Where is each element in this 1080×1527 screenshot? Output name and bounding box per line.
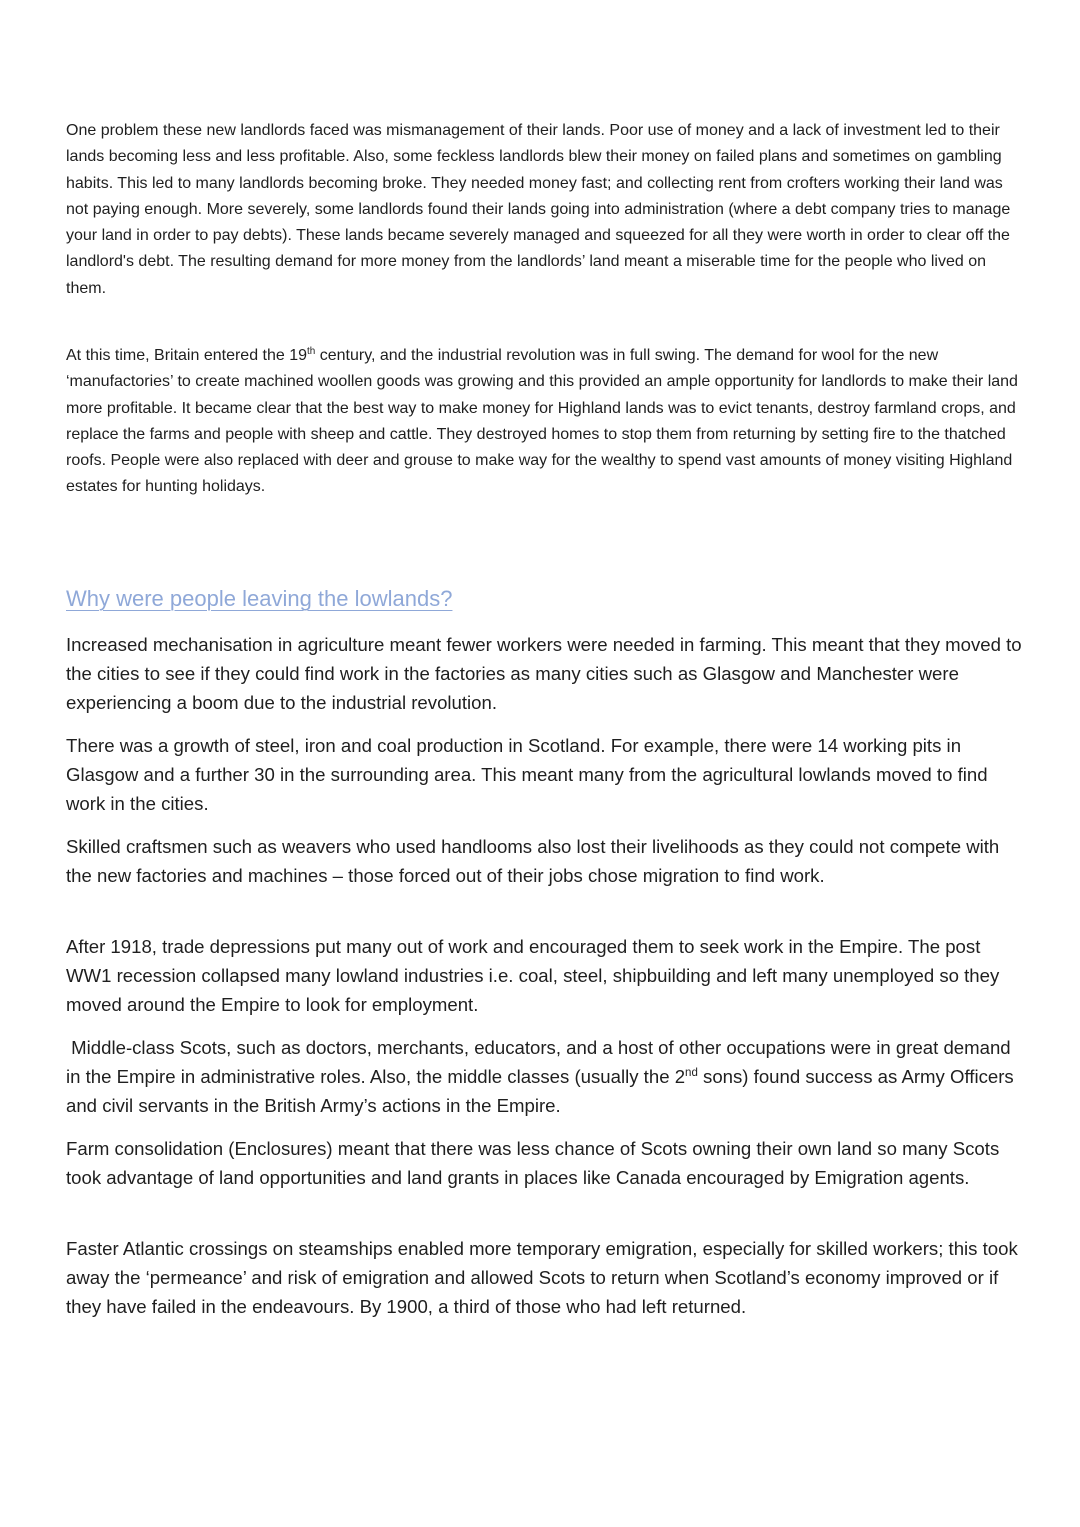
section-heading: Why were people leaving the lowlands?	[66, 586, 453, 611]
superscript-ordinal: nd	[685, 1067, 698, 1080]
paragraph-text: century, and the industrial revolution was in full swing. The demand for wool for the new ‘manufactories’ to create machined woollen goods was growing and this provided an ample opportunity for landlords to make their land more profitable. It became clear that the best way to make money for Highland lands was to evict tenants, destroy farmland crops, and replace the farms and people with sheep and cattle. They destroyed homes to stop them from returning by setting fire to the thatched roofs. People were also replaced with deer and grouse to make way for the wealthy to spend vast amounts of money visiting Highland estates for hunting holidays.	[66, 347, 1018, 496]
superscript-ordinal: th	[307, 346, 316, 358]
paragraph-trade-depressions: After 1918, trade depressions put many out of work and encouraged them to seek work in the Empire. The post WW1 recession collapsed many lowland industries i.e. coal, steel, shipbuilding and left many unemployed so they moved around the Empire to look for employment.	[66, 936, 1000, 1015]
paragraph-steel-iron-coal: There was a growth of steel, iron and coal production in Scotland. For example, there were 14 working pits in Glasgow and a further 30 in the surrounding area. This meant many from the agricultural lowlands moved to find work in the cities.	[66, 735, 988, 814]
paragraph-mechanisation: Increased mechanisation in agriculture meant fewer workers were needed in farming. This meant that they moved to the cities to see if they could find work in the factories as many cities such as Glasgow and Manchester were experiencing a boom due to the industrial revolution.	[66, 634, 1022, 713]
paragraph-skilled-craftsmen: Skilled craftsmen such as weavers who used handlooms also lost their livelihoods as they could not compete with the new factories and machines – those forced out of their jobs chose migration to find work.	[66, 836, 1000, 886]
paragraph-text: At this time, Britain entered the 19	[66, 347, 308, 364]
paragraph-landlord-mismanagement: One problem these new landlords faced was mismanagement of their lands. Poor use of money and a lack of investment led to their lands becoming less and less profitable. Also, some feckless landlords blew their money on failed plans and sometimes on gambling habits. This led to many landlords becoming broke. They needed money fast; and collecting rent from crofters working their land was not paying enough. More severely, some landlords found their lands going into administration (where a debt company tries to manage your land in order to pay debts). These lands became severely managed and squeezed for all they were worth in order to clear off the landlord's debt. The resulting demand for more money from the landlords’ land meant a miserable time for the people who lived on them.	[66, 122, 1011, 297]
paragraph-atlantic-crossings: Faster Atlantic crossings on steamships enabled more temporary emigration, especially for skilled workers; this took away the ‘permeance’ and risk of emigration and allowed Scots to return when Scotland’s economy improved or if they have failed in the endeavours. By 1900, a third of those who had left returned.	[66, 1238, 1018, 1317]
paragraph-text: Middle-class Scots, such as doctors, merchants, educators, and a host of other occupations were in great demand in the Empire in administrative roles. Also, the middle classes (usually the 2	[66, 1037, 1016, 1087]
paragraph-text: sons) found success as Army Officers and civil servants in the British Army’s actions in the Empire.	[66, 1066, 1019, 1116]
paragraph-industrial-revolution	[66, 343, 1026, 501]
paragraph-middle-class-scots	[66, 1033, 1024, 1120]
paragraph-farm-consolidation: Farm consolidation (Enclosures) meant that there was less chance of Scots owning their own land so many Scots took advantage of land opportunities and land grants in places like Canada encouraged by Emigration agents.	[66, 1138, 1000, 1188]
